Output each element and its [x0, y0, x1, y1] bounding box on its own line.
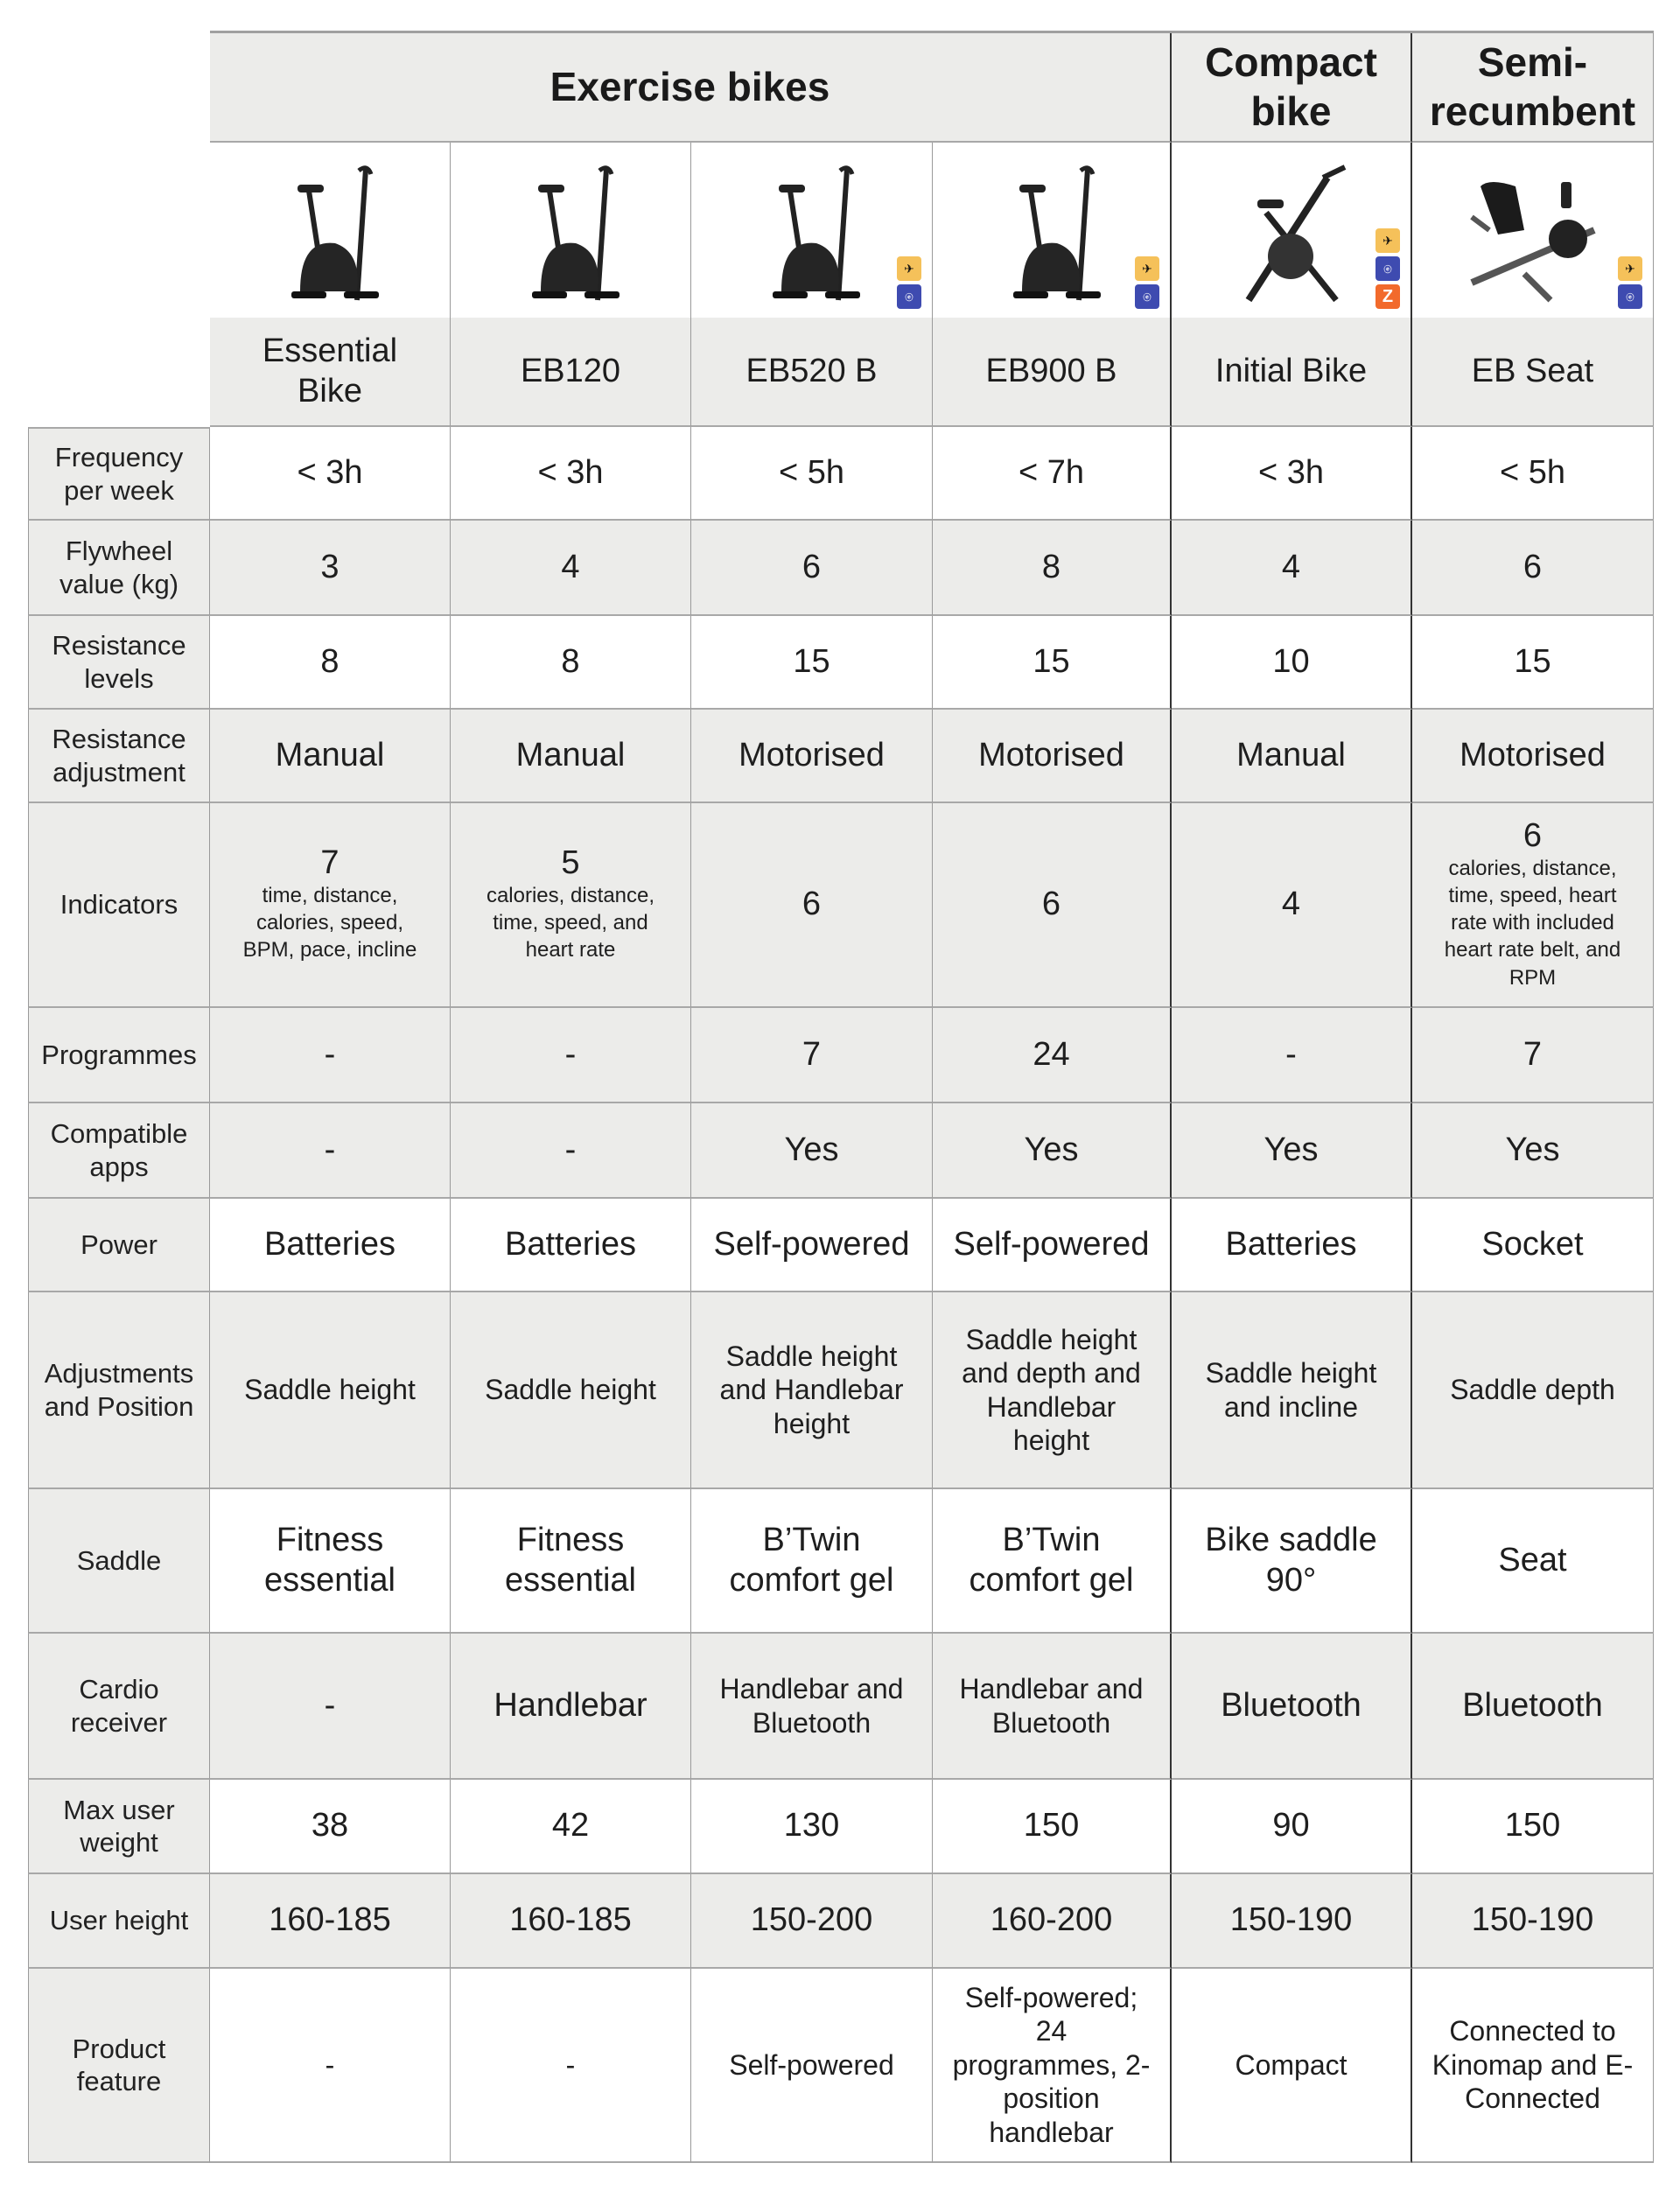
cell-value: Motorised: [978, 736, 1124, 774]
product-name: EB120: [520, 352, 621, 389]
product-name: EB Seat: [1471, 352, 1594, 389]
cell-value: Batteries: [264, 1225, 396, 1263]
table-cell: [1412, 521, 1654, 616]
cell-value: Yes: [1264, 1130, 1319, 1168]
econnected-icon: ⓔ: [1135, 284, 1159, 309]
product-name: Initial Bike: [1214, 352, 1368, 389]
table-cell: [210, 1008, 451, 1103]
table-cell: [691, 1489, 933, 1634]
cell-value: < 7h: [1018, 453, 1085, 491]
table-cell: [1412, 1780, 1654, 1874]
exercise-bike-image: [493, 151, 650, 309]
cell-value: 130: [783, 1807, 840, 1844]
table-cell: [691, 521, 933, 616]
cell-value: Connected to Kinomap and E-Connected: [1432, 2015, 1634, 2115]
cell-value: 150-190: [1229, 1901, 1353, 1939]
cell-value: Manual: [1236, 736, 1346, 774]
row-label: Cardio receiver: [70, 1674, 168, 1738]
table-cell: [451, 710, 691, 803]
table-cell: [1412, 710, 1654, 803]
cell-value: 15: [793, 642, 830, 680]
table-cell: [933, 616, 1172, 710]
econnected-icon: ⓔ: [1618, 284, 1642, 309]
table-cell: [1172, 521, 1412, 616]
indicator-count: 5: [561, 844, 580, 882]
table-cell: [1172, 1874, 1412, 1969]
table-cell: [210, 710, 451, 803]
app-badges: [1135, 256, 1159, 309]
table-cell: [1412, 616, 1654, 710]
table-cell: [210, 1489, 451, 1634]
cell-value: -: [325, 2048, 335, 2081]
cell-value: Saddle height: [485, 1374, 656, 1406]
zwift-icon: Z: [1376, 284, 1400, 309]
row-label-cell: [28, 1969, 210, 2163]
cell-value: 15: [1514, 642, 1551, 680]
product-name: EB520 B: [746, 352, 878, 389]
product-name: Essential Bike: [262, 332, 398, 410]
row-label-cell: [28, 1103, 210, 1199]
table-cell: [451, 1634, 691, 1780]
cell-value: 150: [1504, 1807, 1561, 1844]
table-cell: [933, 710, 1172, 803]
table-cell: [933, 427, 1172, 521]
cell-value: -: [324, 1686, 336, 1724]
product-name-cell[interactable]: [1172, 318, 1412, 427]
product-name-cell[interactable]: [1412, 318, 1654, 427]
table-cell: [451, 616, 691, 710]
table-cell: [933, 1780, 1172, 1874]
table-cell: [210, 427, 451, 521]
table-cell: [210, 1634, 451, 1780]
indicator-count: 4: [1281, 886, 1301, 923]
table-cell: [933, 1103, 1172, 1199]
product-image-cell[interactable]: [451, 143, 691, 318]
cell-value: Yes: [784, 1130, 839, 1168]
cell-value: Saddle height: [244, 1374, 416, 1406]
cell-value: Saddle depth: [1450, 1374, 1615, 1406]
table-cell: [1172, 1780, 1412, 1874]
cell-value: Bluetooth: [1221, 1686, 1362, 1724]
cell-value: Batteries: [1225, 1225, 1357, 1263]
cell-value: 10: [1272, 642, 1310, 680]
row-label: Flywheel value (kg): [59, 536, 179, 599]
table-cell: [451, 1489, 691, 1634]
table-cell: [451, 1292, 691, 1489]
row-label-cell: [28, 803, 210, 1008]
exercise-bike-image: [974, 151, 1131, 309]
cell-value: -: [324, 1035, 336, 1073]
row-label: Max user weight: [63, 1794, 175, 1858]
cell-value: < 5h: [778, 453, 845, 491]
table-cell: [933, 1008, 1172, 1103]
product-image-cell[interactable]: [933, 143, 1172, 318]
cell-value: Fitness essential: [264, 1521, 396, 1599]
row-label-cell: [28, 710, 210, 803]
table-cell: [933, 1292, 1172, 1489]
row-label-cell: [28, 1780, 210, 1874]
cell-value: < 3h: [297, 453, 363, 491]
cell-value: -: [564, 1130, 577, 1168]
cell-value: Socket: [1481, 1225, 1584, 1263]
table-cell: [691, 1634, 933, 1780]
indicator-count: 7: [320, 844, 340, 882]
cell-value: Self-powered; 24 programmes, 2-position handlebar: [952, 1982, 1151, 2148]
exercise-bike-image: [1214, 151, 1371, 309]
cell-value: Seat: [1498, 1541, 1567, 1578]
cell-value: 150-200: [750, 1901, 873, 1939]
group-header-label: Compact bike: [1205, 39, 1377, 134]
exercise-bike-image: [1454, 151, 1612, 309]
row-label-cell: [28, 1874, 210, 1969]
cell-value: Manual: [275, 736, 385, 774]
cell-value: 7: [802, 1035, 822, 1073]
table-cell: [933, 1634, 1172, 1780]
exercise-bike-image: [252, 151, 410, 309]
cell-value: 42: [551, 1807, 590, 1844]
cell-value: 7: [1522, 1035, 1543, 1073]
cell-value: 6: [802, 548, 822, 585]
table-cell: [1172, 803, 1412, 1008]
cell-value: Motorised: [1460, 736, 1606, 774]
table-cell: [451, 1780, 691, 1874]
cell-value: 38: [311, 1807, 349, 1844]
table-cell: [451, 1874, 691, 1969]
app-badges: [1376, 228, 1400, 309]
table-cell: [210, 1103, 451, 1199]
indicator-detail: calories, distance, time, speed, and heart rate: [486, 884, 655, 962]
table-cell: [1412, 1103, 1654, 1199]
table-cell: [933, 1199, 1172, 1292]
cell-value: < 5h: [1499, 453, 1566, 491]
cell-value: 15: [1032, 642, 1070, 680]
cell-value: Yes: [1024, 1130, 1079, 1168]
cell-value: Compact: [1235, 2048, 1348, 2081]
cell-value: -: [565, 2048, 576, 2081]
cell-value: Saddle height and depth and Handlebar height: [962, 1323, 1141, 1456]
kinomap-icon: ✈: [897, 256, 921, 281]
cell-value: 150: [1023, 1807, 1080, 1844]
row-label: Resistance adjustment: [52, 724, 186, 788]
table-cell: [1412, 1634, 1654, 1780]
cell-value: Bike saddle 90°: [1205, 1521, 1377, 1599]
cell-value: B’Twin comfort gel: [729, 1521, 894, 1599]
cell-value: Yes: [1505, 1130, 1560, 1168]
table-cell: [1172, 710, 1412, 803]
econnected-icon: ⓔ: [897, 284, 921, 309]
cell-value: 90: [1272, 1807, 1310, 1844]
product-name-cell[interactable]: [210, 318, 451, 427]
table-cell: [451, 1008, 691, 1103]
table-cell: [691, 1874, 933, 1969]
table-cell: [691, 1969, 933, 2163]
exercise-bike-image: [733, 151, 891, 309]
table-cell: [1412, 1969, 1654, 2163]
cell-value: -: [1285, 1035, 1297, 1073]
table-cell: [691, 1292, 933, 1489]
indicator-count: 6: [1041, 886, 1061, 923]
cell-value: -: [324, 1130, 336, 1168]
table-cell: [1172, 1008, 1412, 1103]
cell-value: Handlebar and Bluetooth: [719, 1673, 904, 1739]
row-label: Product feature: [72, 2033, 166, 2096]
table-cell: [691, 803, 933, 1008]
table-cell: [691, 710, 933, 803]
table-cell: [691, 427, 933, 521]
cell-value: -: [564, 1035, 577, 1073]
cell-value: 6: [1522, 548, 1543, 585]
table-cell: [1412, 803, 1654, 1008]
table-cell: [1412, 1489, 1654, 1634]
table-cell: [210, 803, 451, 1008]
kinomap-icon: ✈: [1376, 228, 1400, 253]
cell-value: 4: [1281, 548, 1301, 585]
table-cell: [1172, 1292, 1412, 1489]
group-header: [1172, 33, 1412, 143]
product-name-cell[interactable]: [451, 318, 691, 427]
table-cell: [691, 1103, 933, 1199]
table-cell: [933, 803, 1172, 1008]
product-name-cell[interactable]: [691, 318, 933, 427]
table-cell: [1172, 1199, 1412, 1292]
group-header-label: Exercise bikes: [550, 63, 830, 109]
cell-value: 8: [561, 642, 580, 680]
cell-value: Self-powered: [713, 1225, 910, 1263]
cell-value: 3: [320, 548, 340, 585]
row-label: Resistance levels: [52, 630, 186, 694]
table-cell: [451, 1969, 691, 2163]
table-cell: [210, 521, 451, 616]
table-cell: [1172, 1103, 1412, 1199]
cell-value: < 3h: [537, 453, 604, 491]
product-image-cell[interactable]: [1412, 143, 1654, 318]
cell-value: Fitness essential: [505, 1521, 636, 1599]
cell-value: Manual: [515, 736, 626, 774]
kinomap-icon: ✈: [1135, 256, 1159, 281]
table-cell: [1412, 1874, 1654, 1969]
table-cell: [451, 521, 691, 616]
cell-value: 150-190: [1471, 1901, 1594, 1939]
cell-value: 24: [1032, 1035, 1070, 1073]
cell-value: < 3h: [1257, 453, 1325, 491]
table-cell: [933, 1489, 1172, 1634]
group-header: [210, 33, 1172, 143]
table-cell: [691, 1780, 933, 1874]
group-header-label: Semi-recumbent: [1429, 39, 1636, 134]
table-cell: [933, 1874, 1172, 1969]
cell-value: 8: [320, 642, 340, 680]
table-cell: [1172, 1634, 1412, 1780]
cell-value: Handlebar: [494, 1686, 648, 1724]
table-cell: [1412, 1292, 1654, 1489]
product-image-cell[interactable]: [1172, 143, 1412, 318]
table-cell: [451, 1103, 691, 1199]
table-cell: [1412, 1199, 1654, 1292]
cell-value: Self-powered: [953, 1225, 1150, 1263]
table-cell: [210, 1292, 451, 1489]
row-label: Indicators: [60, 889, 178, 920]
product-name: EB900 B: [985, 352, 1117, 389]
cell-value: Saddle height and incline: [1205, 1357, 1377, 1423]
row-label: Adjustments and Position: [44, 1358, 194, 1422]
table-cell: [451, 1199, 691, 1292]
row-label-cell: [28, 616, 210, 710]
cell-value: Handlebar and Bluetooth: [959, 1673, 1144, 1739]
table-cell: [210, 1780, 451, 1874]
row-label-cell: [28, 1489, 210, 1634]
table-cell: [1172, 1489, 1412, 1634]
cell-value: Bluetooth: [1462, 1686, 1603, 1724]
row-label: Frequency per week: [54, 442, 184, 506]
app-badges: [897, 256, 921, 309]
table-cell: [933, 1969, 1172, 2163]
cell-value: 160-185: [269, 1901, 391, 1939]
table-cell: [1412, 427, 1654, 521]
table-cell: [691, 1008, 933, 1103]
cell-value: Batteries: [505, 1225, 636, 1263]
row-label-cell: [28, 521, 210, 616]
table-cell: [210, 616, 451, 710]
row-label-cell: [28, 1008, 210, 1103]
cell-value: 4: [561, 548, 580, 585]
cell-value: 160-185: [509, 1901, 632, 1939]
table-cell: [1172, 616, 1412, 710]
group-header: [1412, 33, 1654, 143]
row-label-cell: [28, 1634, 210, 1780]
app-badges: [1618, 256, 1642, 309]
cell-value: 8: [1041, 548, 1061, 585]
indicator-count: 6: [1522, 817, 1543, 855]
product-name-cell[interactable]: [933, 318, 1172, 427]
table-cell: [691, 1199, 933, 1292]
row-label: Saddle: [76, 1544, 162, 1576]
row-label-cell: [28, 427, 210, 521]
table-cell: [1172, 427, 1412, 521]
table-cell: [451, 427, 691, 521]
cell-value: Motorised: [738, 736, 885, 774]
cell-value: Self-powered: [729, 2048, 894, 2081]
table-cell: [1172, 1969, 1412, 2163]
table-cell: [210, 1874, 451, 1969]
table-cell: [1412, 1008, 1654, 1103]
table-cell: [691, 616, 933, 710]
table-cell: [933, 521, 1172, 616]
cell-value: 160-200: [990, 1901, 1113, 1939]
row-label-cell: [28, 1199, 210, 1292]
row-label: Power: [80, 1228, 158, 1260]
product-image-cell[interactable]: [210, 143, 451, 318]
row-label-cell: [28, 1292, 210, 1489]
indicator-detail: calories, distance, time, speed, heart rate with included heart rate belt, and RPM: [1444, 856, 1621, 990]
row-label: Programmes: [41, 1039, 197, 1070]
table-cell: [451, 803, 691, 1008]
table-cell: [210, 1969, 451, 2163]
row-label: User height: [49, 1905, 189, 1936]
cell-value: B’Twin comfort gel: [969, 1521, 1134, 1599]
econnected-icon: ⓔ: [1376, 256, 1400, 281]
row-label: Compatible apps: [50, 1118, 188, 1182]
table-cell: [210, 1199, 451, 1292]
product-image-cell[interactable]: [691, 143, 933, 318]
kinomap-icon: ✈: [1618, 256, 1642, 281]
cell-value: Saddle height and Handlebar height: [719, 1340, 904, 1439]
indicator-count: 6: [802, 886, 822, 923]
indicator-detail: time, distance, calories, speed, BPM, pace, incline: [242, 884, 417, 962]
